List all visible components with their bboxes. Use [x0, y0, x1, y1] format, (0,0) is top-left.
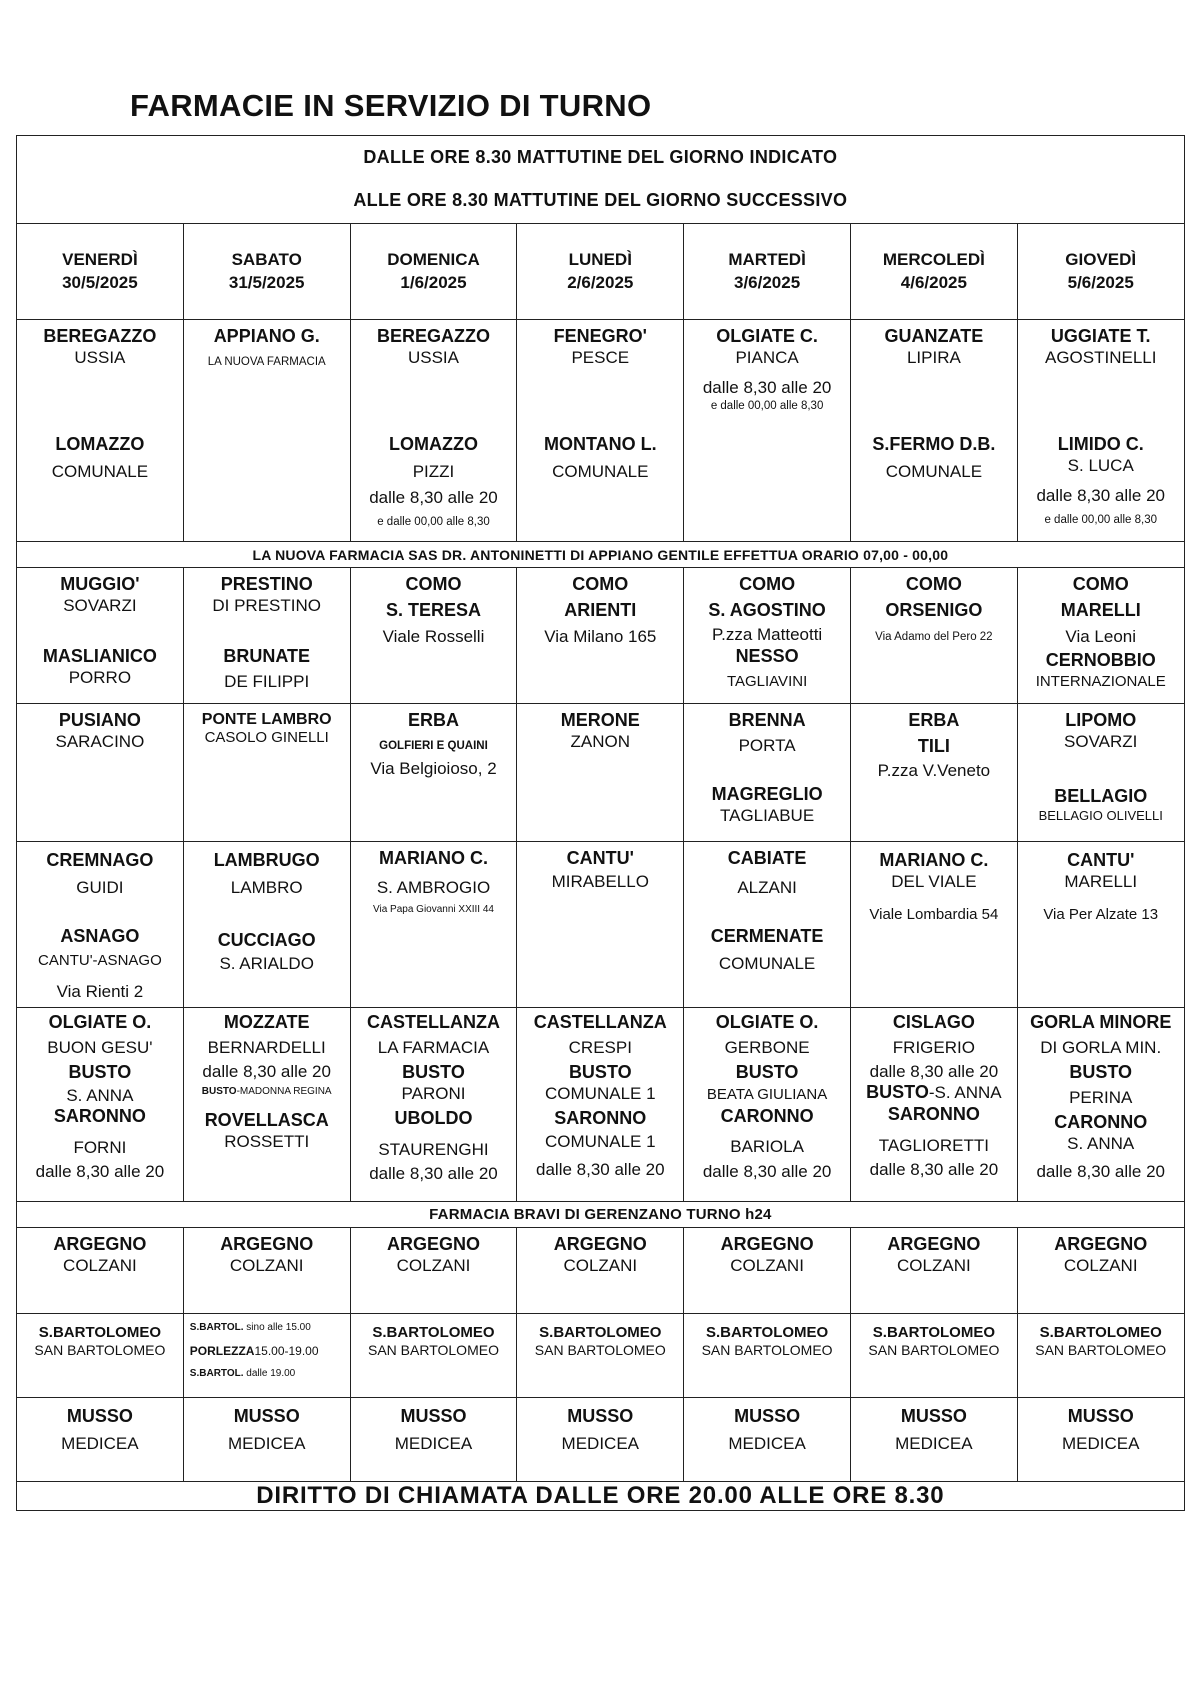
- duty-cell: MOZZATE BERNARDELLI dalle 8,30 alle 20 BUSTO-MADONNA REGINA ROVELLASCA ROSSETTI: [183, 1008, 350, 1202]
- days-row: [17, 224, 1185, 320]
- duty-cell: PUSIANO SARACINO: [17, 704, 184, 842]
- duty-row-2: [17, 568, 1185, 704]
- duty-cell: ARGEGNO COLZANI: [17, 1228, 184, 1314]
- duty-cell: MUSSO MEDICEA: [183, 1398, 350, 1482]
- duty-row-5: [17, 1008, 1185, 1202]
- duty-cell: MARIANO C. S. AMBROGIO Via Papa Giovanni XXIII 44: [350, 842, 517, 1008]
- duty-row-4: [17, 842, 1185, 1008]
- duty-cell: CANTU' MIRABELLO: [517, 842, 684, 1008]
- duty-cell: MARIANO C. DEL VIALE Viale Lombardia 54: [850, 842, 1017, 1008]
- hours-banner-line-1: DALLE ORE 8.30 MATTUTINE DEL GIORNO INDICATO: [363, 146, 838, 167]
- day-header: LUNEDÌ 2/6/2025: [517, 224, 684, 320]
- duty-cell: MUSSO MEDICEA: [684, 1398, 851, 1482]
- day-header: MARTEDÌ 3/6/2025: [684, 224, 851, 320]
- duty-cell: COMO ARIENTI Via Milano 165: [517, 568, 684, 704]
- duty-cell: S.BARTOLOMEO SAN BARTOLOMEO: [850, 1314, 1017, 1398]
- duty-cell: GORLA MINORE DI GORLA MIN. BUSTO PERINA CARONNO S. ANNA dalle 8,30 alle 20: [1017, 1008, 1184, 1202]
- duty-cell: COMO S. TERESA Viale Rosselli: [350, 568, 517, 704]
- duty-cell: BRENNA PORTA MAGREGLIO TAGLIABUE: [684, 704, 851, 842]
- duty-cell: OLGIATE C. PIANCA dalle 8,30 alle 20 e dalle 00,00 alle 8,30: [684, 320, 851, 542]
- duty-cell: MERONE ZANON: [517, 704, 684, 842]
- page-title: FARMACIE IN SERVIZIO DI TURNO: [130, 88, 652, 123]
- hours-banner: [17, 136, 1185, 224]
- duty-cell: CREMNAGO GUIDI ASNAGO CANTU'-ASNAGO Via Rienti 2: [17, 842, 184, 1008]
- day-header: DOMENICA 1/6/2025: [350, 224, 517, 320]
- day-header: MERCOLEDÌ 4/6/2025: [850, 224, 1017, 320]
- duty-cell: OLGIATE O. GERBONE BUSTO BEATA GIULIANA CARONNO BARIOLA dalle 8,30 alle 20: [684, 1008, 851, 1202]
- duty-cell: S.BARTOLOMEO SAN BARTOLOMEO: [350, 1314, 517, 1398]
- day-header: VENERDÌ 30/5/2025: [17, 224, 184, 320]
- duty-cell: COMO ORSENIGO Via Adamo del Pero 22: [850, 568, 1017, 704]
- duty-cell: BEREGAZZO USSIA LOMAZZO COMUNALE: [17, 320, 184, 542]
- duty-cell: MUSSO MEDICEA: [517, 1398, 684, 1482]
- duty-cell: ARGEGNO COLZANI: [517, 1228, 684, 1314]
- duty-row-musso: [17, 1398, 1185, 1482]
- duty-cell: MUSSO MEDICEA: [1017, 1398, 1184, 1482]
- duty-cell: UGGIATE T. AGOSTINELLI LIMIDO C. S. LUCA dalle 8,30 alle 20 e dalle 00,00 alle 8,30: [1017, 320, 1184, 542]
- duty-cell: CASTELLANZA LA FARMACIA BUSTO PARONI UBOLDO STAURENGHI dalle 8,30 alle 20: [350, 1008, 517, 1202]
- appiano-hours-note: LA NUOVA FARMACIA SAS DR. ANTONINETTI DI APPIANO GENTILE EFFETTUA ORARIO 07,00 - 00,00: [17, 542, 1185, 568]
- duty-cell: CABIATE ALZANI CERMENATE COMUNALE: [684, 842, 851, 1008]
- duty-cell: ARGEGNO COLZANI: [850, 1228, 1017, 1314]
- duty-cell: CISLAGO FRIGERIO dalle 8,30 alle 20 BUSTO-S. ANNA SARONNO TAGLIORETTI dalle 8,30 alle 20: [850, 1008, 1017, 1202]
- gerenzano-h24-note: FARMACIA BRAVI DI GERENZANO TURNO h24: [17, 1202, 1185, 1228]
- schedule-table: [16, 135, 1185, 1511]
- duty-cell: CANTU' MARELLI Via Per Alzate 13: [1017, 842, 1184, 1008]
- duty-cell: GUANZATE LIPIRA S.FERMO D.B. COMUNALE: [850, 320, 1017, 542]
- duty-cell: MUSSO MEDICEA: [350, 1398, 517, 1482]
- duty-cell: MUSSO MEDICEA: [850, 1398, 1017, 1482]
- call-fee-footer: DIRITTO DI CHIAMATA DALLE ORE 20.00 ALLE ORE 8.30: [17, 1482, 1185, 1511]
- duty-cell: S.BARTOL. sino alle 15.00 PORLEZZA15.00-19.00 S.BARTOL. dalle 19.00: [183, 1314, 350, 1398]
- duty-cell: CASTELLANZA CRESPI BUSTO COMUNALE 1 SARONNO COMUNALE 1 dalle 8,30 alle 20: [517, 1008, 684, 1202]
- day-header: GIOVEDÌ 5/6/2025: [1017, 224, 1184, 320]
- duty-cell: BEREGAZZO USSIA LOMAZZO PIZZI dalle 8,30 alle 20 e dalle 00,00 alle 8,30: [350, 320, 517, 542]
- duty-cell: S.BARTOLOMEO SAN BARTOLOMEO: [517, 1314, 684, 1398]
- duty-row-1: [17, 320, 1185, 542]
- duty-cell: APPIANO G. LA NUOVA FARMACIA: [183, 320, 350, 542]
- duty-row-3: [17, 704, 1185, 842]
- duty-cell: LIPOMO SOVARZI BELLAGIO BELLAGIO OLIVELLI: [1017, 704, 1184, 842]
- duty-cell: ARGEGNO COLZANI: [684, 1228, 851, 1314]
- duty-cell: MUGGIO' SOVARZI MASLIANICO PORRO: [17, 568, 184, 704]
- duty-cell: MUSSO MEDICEA: [17, 1398, 184, 1482]
- duty-cell: ARGEGNO COLZANI: [350, 1228, 517, 1314]
- duty-cell: LAMBRUGO LAMBRO CUCCIAGO S. ARIALDO: [183, 842, 350, 1008]
- day-header: SABATO 31/5/2025: [183, 224, 350, 320]
- duty-cell: COMO MARELLI Via Leoni CERNOBBIO INTERNAZIONALE: [1017, 568, 1184, 704]
- duty-cell: PONTE LAMBRO CASOLO GINELLI: [183, 704, 350, 842]
- duty-cell: COMO S. AGOSTINO P.zza Matteotti NESSO TAGLIAVINI: [684, 568, 851, 704]
- duty-cell: S.BARTOLOMEO SAN BARTOLOMEO: [1017, 1314, 1184, 1398]
- duty-cell: PRESTINO DI PRESTINO BRUNATE DE FILIPPI: [183, 568, 350, 704]
- duty-cell: ARGEGNO COLZANI: [1017, 1228, 1184, 1314]
- duty-cell: ERBA TILI P.zza V.Veneto: [850, 704, 1017, 842]
- duty-cell: ERBA GOLFIERI E QUAINI Via Belgioioso, 2: [350, 704, 517, 842]
- duty-cell: S.BARTOLOMEO SAN BARTOLOMEO: [17, 1314, 184, 1398]
- hours-banner-line-2: ALLE ORE 8.30 MATTUTINE DEL GIORNO SUCCESSIVO: [353, 189, 848, 210]
- duty-cell: FENEGRO' PESCE MONTANO L. COMUNALE: [517, 320, 684, 542]
- duty-row-sbartolomeo: [17, 1314, 1185, 1398]
- duty-cell: S.BARTOLOMEO SAN BARTOLOMEO: [684, 1314, 851, 1398]
- duty-row-argegno: [17, 1228, 1185, 1314]
- duty-cell: ARGEGNO COLZANI: [183, 1228, 350, 1314]
- duty-cell: OLGIATE O. BUON GESU' BUSTO S. ANNA SARONNO FORNI dalle 8,30 alle 20: [17, 1008, 184, 1202]
